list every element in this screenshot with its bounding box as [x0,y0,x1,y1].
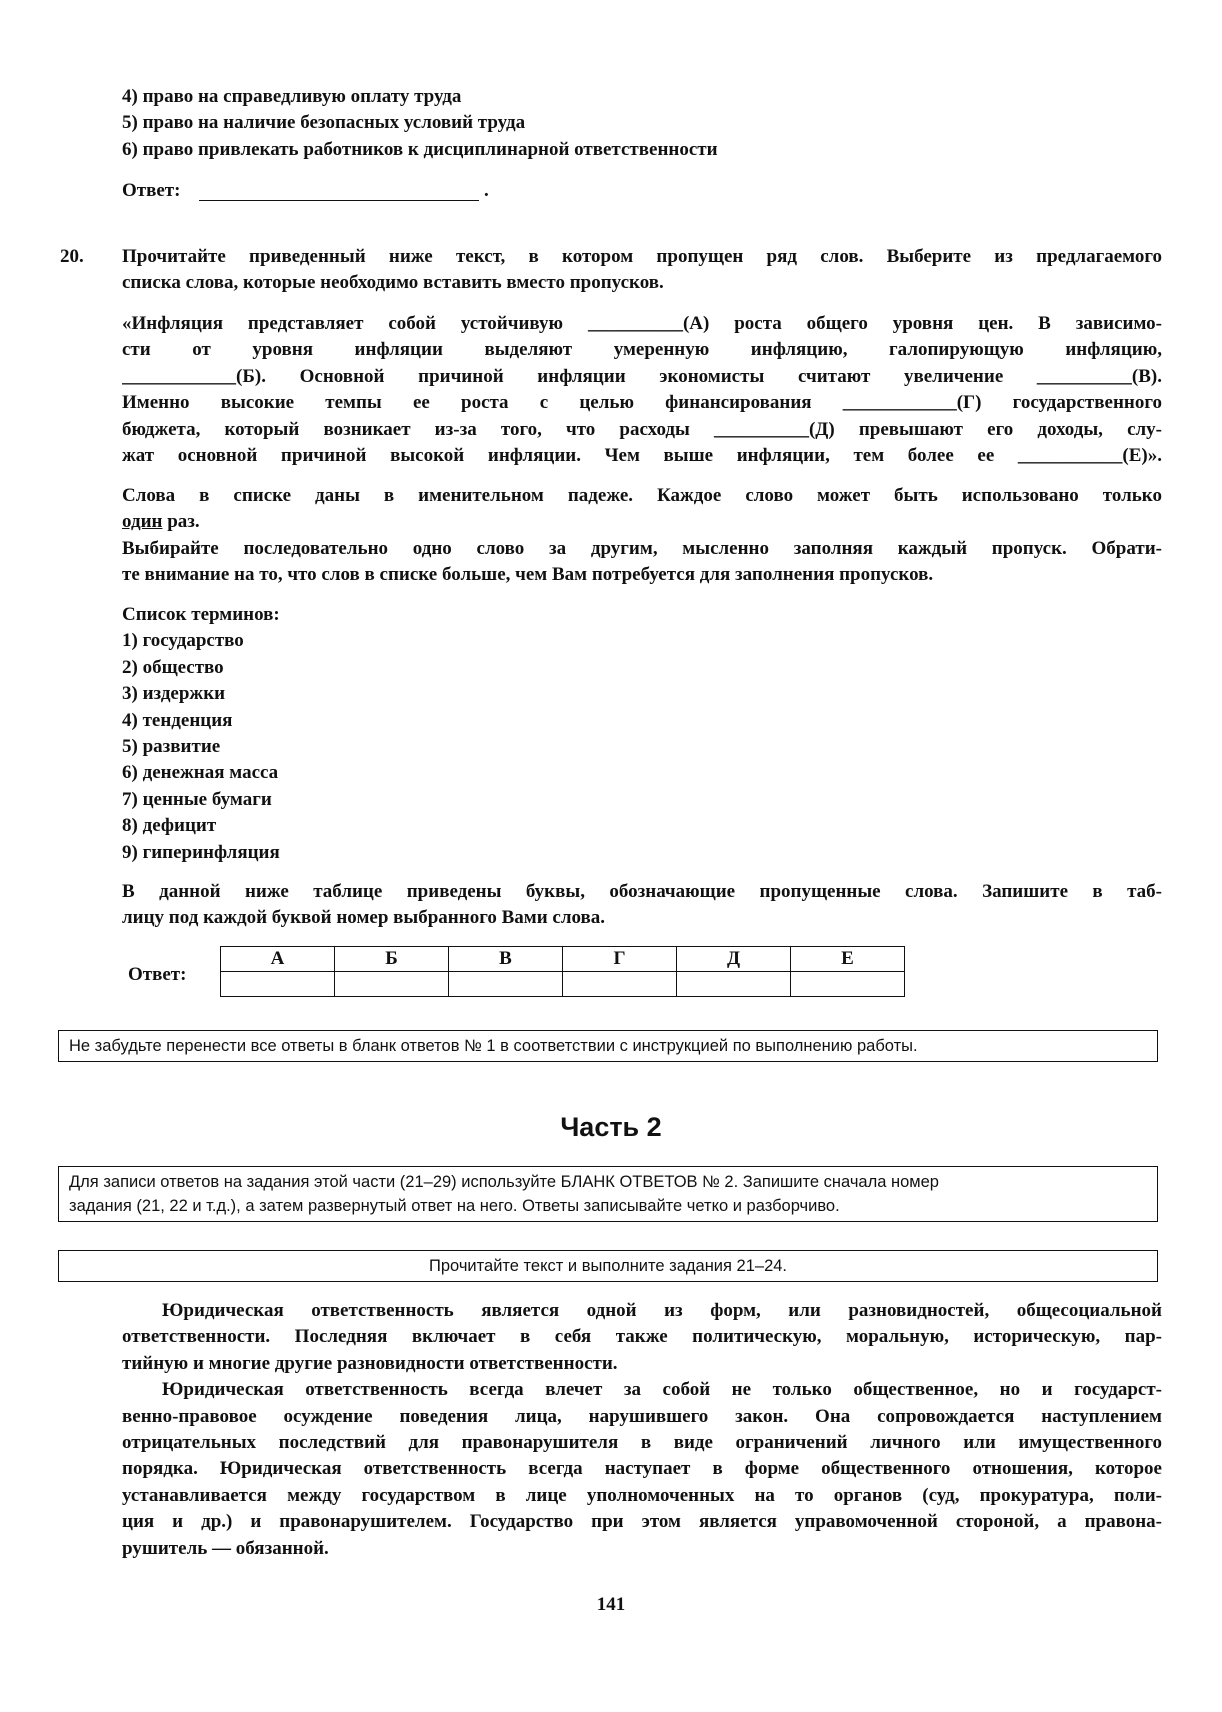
read-task-box: Прочитайте текст и выполните задания 21–24. [58,1250,1158,1282]
task20-rules [122,483,1162,589]
text-line: задания (21, 22 и т.д.), а затем развернутый ответ на него. Ответы записывайте четко и разборчиво. [69,1197,840,1215]
text-line: «Инфляция представляет собой устойчивую __________(А) роста общего уровня цен. В зависимо- [122,313,1162,334]
text-line: Юридическая ответственность всегда влечет за собой не только общественное, но и государст- [162,1379,1162,1401]
term-item: 4) тенденция [122,709,233,731]
term-item: 7) ценные бумаги [122,788,272,810]
text-line: В данной ниже таблице приведены буквы, обозначающие пропущенные слова. Запишите в таб- [122,881,1162,902]
text-line: отрицательных последствий для правонарушителя в виде ограничений личного или имущественного [122,1431,1162,1453]
answer-cell[interactable] [791,972,905,997]
text-line: бюджета, который возникает из-за того, что расходы __________(Д) превышают его доходы, слу- [122,418,1162,440]
task20-quote [122,311,1162,469]
answer-cell[interactable] [335,972,449,997]
text-line: ответственности. Последняя включает в себя также политическую, моральную, историческую, пар- [122,1326,1162,1348]
term-item: 3) издержки [122,683,226,705]
table-intro [122,879,1162,932]
text-line: порядка. Юридическая ответственность всегда наступает в форме общественного отношения, которое [122,1458,1162,1480]
table-header-cell: Е [791,947,905,972]
text-line: лицу под каждой буквой номер выбранного Вами слова. [122,907,606,929]
text-line: Слова в списке даны в именительном падеже. Каждое слово может быть использовано только [122,485,1162,506]
answer-table [220,946,905,997]
text-line: рушитель — обязанной. [122,1537,329,1559]
text-line: те внимание на то, что слов в списке больше, чем Вам потребуется для заполнения пропусков. [122,564,934,586]
list-title: Список терминов: [122,604,280,625]
text-line: Для записи ответов на задания этой части (21–29) используйте БЛАНК ОТВЕТОВ № 2. Запишите сначала номер [69,1173,939,1191]
text-line: ____________(Б). Основной причиной инфляции экономисты считают увеличение __________(В). [122,365,1162,387]
text-line: устанавливается между государством в лице уполномоченных на то органов (суд, прокуратура, поли- [122,1484,1162,1506]
answer-row-19 [122,178,1162,204]
option-item: 5) право на наличие безопасных условий труда [122,112,526,134]
table-header-cell: Б [335,947,449,972]
answer-cell[interactable] [449,972,563,997]
passage [122,1298,1162,1562]
answer-cell[interactable] [221,972,335,997]
text-line: списка слова, которые необходимо вставить вместо пропусков. [122,272,664,294]
text-line: Именно высокие темпы ее роста с целью финансирования ____________(Г) государственного [122,392,1162,414]
term-item: 6) денежная масса [122,762,279,784]
part-title: Часть 2 [560,1112,662,1142]
text-line: ция и др.) и правонарушителем. Государство при этом является управомоченной стороной, а правона- [122,1511,1162,1533]
terms-list [122,602,1162,866]
text-line: сти от уровня инфляции выделяют умеренную инфляцию, галопирующую инфляцию, [122,339,1162,361]
answer-cell[interactable] [677,972,791,997]
term-item: 8) дефицит [122,815,217,837]
table-header-cell: Г [563,947,677,972]
option-item: 6) право привлекать работников к дисциплинарной ответственности [122,138,718,160]
answer-dot: . [483,180,489,201]
answer-field[interactable] [199,182,479,201]
table-header-cell: Д [677,947,791,972]
term-item: 2) общество [122,656,224,678]
task-number: 20. [60,246,84,267]
text-line: Выбирайте последовательно одно слово за другим, мысленно заполняя каждый пропуск. Обрати- [122,537,1162,559]
text-line: венно-правовое осуждение поведения лица, нарушившего закон. Она сопровождается наступлением [122,1405,1162,1427]
text-line: жат основной причиной высокой инфляции. Чем выше инфляции, тем более ее ___________(Е)». [122,444,1162,466]
table-header-cell: А [221,947,335,972]
text-line: Юридическая ответственность является одной из форм, или разновидностей, общесоциальной [162,1300,1162,1321]
underlined-word: один [122,511,163,533]
answer-cell[interactable] [563,972,677,997]
term-item: 5) развитие [122,735,221,757]
term-item: 1) государство [122,630,244,652]
text-fragment: раз. [162,511,200,533]
option-item: 4) право на справедливую оплату труда [122,86,462,107]
previous-answer-options [122,84,1162,163]
task20-intro [122,244,1162,297]
page-number: 141 [596,1594,626,1615]
answer-label: Ответ: [122,180,181,201]
term-item: 9) гиперинфляция [122,841,280,863]
reminder-box: Не забудьте перенести все ответы в бланк ответов № 1 в соответствии с инструкцией по выполнению работы. [58,1030,1158,1062]
text-line: Прочитайте приведенный ниже текст, в котором пропущен ряд слов. Выберите из предлагаемого [122,246,1162,267]
table-header-cell: В [449,947,563,972]
text-line: тийную и многие другие разновидности ответственности. [122,1352,618,1374]
part2-instructions-box [58,1166,1158,1222]
answer-label: Ответ: [128,964,187,985]
